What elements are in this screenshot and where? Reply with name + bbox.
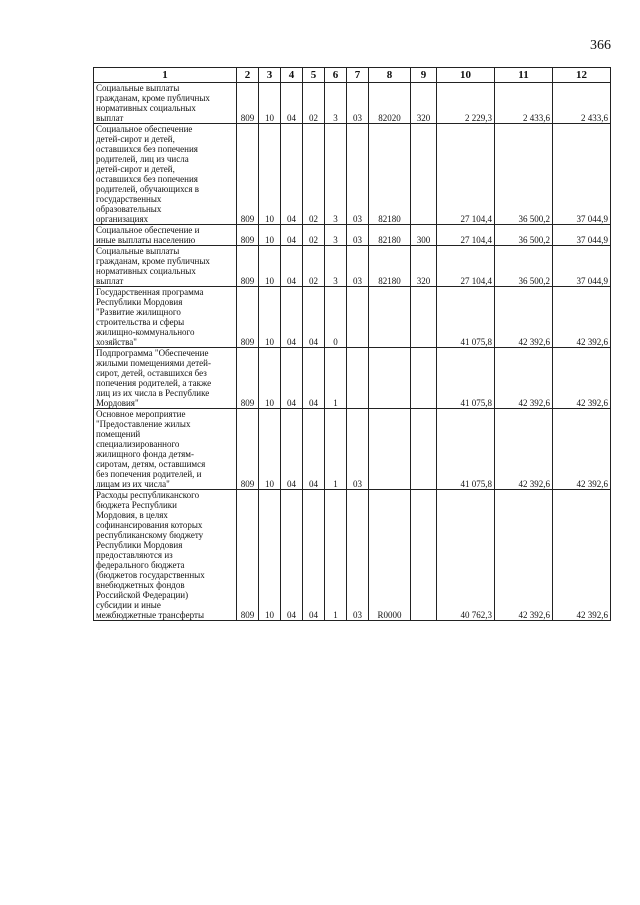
description-line: жилищного фонда детям- xyxy=(96,449,194,459)
description-line: без попечения родителей, и xyxy=(96,469,202,479)
cell-col-5: 04 xyxy=(303,348,325,409)
page-number: 366 xyxy=(590,38,611,53)
cell-col-2: 809 xyxy=(237,225,259,246)
cell-col-4: 04 xyxy=(281,348,303,409)
cell-col-11: 42 392,6 xyxy=(495,348,553,409)
cell-col-9 xyxy=(411,287,437,348)
cell-col-9: 320 xyxy=(411,246,437,287)
cell-col-12: 37 044,9 xyxy=(553,246,611,287)
description-line: Мордовия" xyxy=(96,398,139,408)
cell-col-9 xyxy=(411,124,437,225)
cell-col-7: 03 xyxy=(347,225,369,246)
description-line: Социальные выплаты xyxy=(96,246,180,256)
cell-col-6: 3 xyxy=(325,225,347,246)
cell-col-5: 04 xyxy=(303,287,325,348)
cell-col-6: 1 xyxy=(325,490,347,621)
cell-col-10: 41 075,8 xyxy=(437,348,495,409)
cell-col-7: 03 xyxy=(347,83,369,124)
table-row xyxy=(94,348,611,409)
cell-col-3: 10 xyxy=(259,246,281,287)
cell-col-11: 42 392,6 xyxy=(495,409,553,490)
cell-col-12: 42 392,6 xyxy=(553,490,611,621)
cell-col-8: R0000 xyxy=(369,490,411,621)
cell-col-9: 320 xyxy=(411,83,437,124)
cell-col-7: 03 xyxy=(347,124,369,225)
column-header: 7 xyxy=(347,68,369,83)
cell-col-4: 04 xyxy=(281,409,303,490)
description-line: Социальное обеспечение и xyxy=(96,225,200,235)
description-line: Социальное обеспечение xyxy=(96,124,193,134)
cell-col-3: 10 xyxy=(259,409,281,490)
cell-col-9 xyxy=(411,409,437,490)
description-line: помещений xyxy=(96,429,141,439)
cell-col-10: 27 104,4 xyxy=(437,246,495,287)
description-line: межбюджетные трансферты xyxy=(96,610,204,620)
cell-col-6: 1 xyxy=(325,409,347,490)
cell-col-2: 809 xyxy=(237,83,259,124)
budget-table xyxy=(93,67,611,621)
table-row xyxy=(94,409,611,490)
description-line: Подпрограмма "Обеспечение xyxy=(96,348,209,358)
cell-col-4: 04 xyxy=(281,124,303,225)
cell-col-4: 04 xyxy=(281,490,303,621)
cell-col-4: 04 xyxy=(281,83,303,124)
description-line: предоставляются из xyxy=(96,550,173,560)
description-line: Основное мероприятие xyxy=(96,409,186,419)
description-line: детей-сирот и детей, xyxy=(96,164,175,174)
cell-col-12: 42 392,6 xyxy=(553,287,611,348)
column-header: 3 xyxy=(259,68,281,83)
cell-col-3: 10 xyxy=(259,490,281,621)
description-line: жилыми помещениями детей- xyxy=(96,358,211,368)
cell-col-6: 1 xyxy=(325,348,347,409)
table-row xyxy=(94,490,611,621)
description-line: специализированного xyxy=(96,439,180,449)
cell-col-2: 809 xyxy=(237,348,259,409)
cell-col-11: 36 500,2 xyxy=(495,124,553,225)
description-line: организациях xyxy=(96,214,149,224)
cell-col-7 xyxy=(347,287,369,348)
cell-col-5: 02 xyxy=(303,83,325,124)
cell-col-5: 02 xyxy=(303,124,325,225)
cell-col-6: 3 xyxy=(325,83,347,124)
cell-col-11: 36 500,2 xyxy=(495,246,553,287)
column-header: 5 xyxy=(303,68,325,83)
cell-col-11: 42 392,6 xyxy=(495,490,553,621)
row-description xyxy=(94,409,237,490)
cell-col-12: 2 433,6 xyxy=(553,83,611,124)
cell-col-8: 82180 xyxy=(369,246,411,287)
description-line: "Развитие жилищного xyxy=(96,307,181,317)
cell-col-6: 0 xyxy=(325,287,347,348)
description-line: государственных xyxy=(96,194,162,204)
column-header: 8 xyxy=(369,68,411,83)
cell-col-4: 04 xyxy=(281,287,303,348)
cell-col-2: 809 xyxy=(237,287,259,348)
description-line: родителей, обучающихся в xyxy=(96,184,199,194)
description-line: гражданам, кроме публичных xyxy=(96,93,210,103)
column-header: 10 xyxy=(437,68,495,83)
cell-col-12: 42 392,6 xyxy=(553,409,611,490)
cell-col-3: 10 xyxy=(259,225,281,246)
column-header: 12 xyxy=(553,68,611,83)
column-header: 1 xyxy=(94,68,237,83)
row-description xyxy=(94,287,237,348)
cell-col-3: 10 xyxy=(259,83,281,124)
description-line: гражданам, кроме публичных xyxy=(96,256,210,266)
cell-col-3: 10 xyxy=(259,348,281,409)
row-description xyxy=(94,225,237,246)
cell-col-5: 04 xyxy=(303,490,325,621)
description-line: оставшихся без попечения xyxy=(96,144,198,154)
cell-col-9 xyxy=(411,348,437,409)
table-header-row xyxy=(94,68,611,83)
cell-col-8 xyxy=(369,348,411,409)
cell-col-10: 41 075,8 xyxy=(437,409,495,490)
description-line: строительства и сферы xyxy=(96,317,185,327)
cell-col-11: 42 392,6 xyxy=(495,287,553,348)
description-line: образовательных xyxy=(96,204,162,214)
cell-col-8: 82180 xyxy=(369,225,411,246)
description-line: оставшихся без попечения xyxy=(96,174,198,184)
description-line: республиканскому бюджету xyxy=(96,530,204,540)
row-description xyxy=(94,348,237,409)
description-line: Социальные выплаты xyxy=(96,83,180,93)
cell-col-12: 42 392,6 xyxy=(553,348,611,409)
cell-col-11: 2 433,6 xyxy=(495,83,553,124)
table-row xyxy=(94,246,611,287)
description-line: бюджета Республики xyxy=(96,500,177,510)
cell-col-3: 10 xyxy=(259,287,281,348)
cell-col-6: 3 xyxy=(325,246,347,287)
description-line: Расходы республиканского xyxy=(96,490,200,500)
description-line: Республики Мордовия xyxy=(96,540,183,550)
cell-col-10: 27 104,4 xyxy=(437,124,495,225)
description-line: внебюджетных фондов xyxy=(96,580,185,590)
description-line: нормативных социальных xyxy=(96,266,196,276)
cell-col-7: 03 xyxy=(347,409,369,490)
description-line: выплат xyxy=(96,276,124,286)
row-description xyxy=(94,124,237,225)
cell-col-2: 809 xyxy=(237,246,259,287)
description-line: субсидии и иные xyxy=(96,600,161,610)
cell-col-12: 37 044,9 xyxy=(553,124,611,225)
cell-col-4: 04 xyxy=(281,246,303,287)
description-line: хозяйства" xyxy=(96,337,137,347)
table-body xyxy=(94,83,611,621)
table-row xyxy=(94,225,611,246)
description-line: Мордовия, в целях xyxy=(96,510,168,520)
cell-col-8 xyxy=(369,409,411,490)
table-row xyxy=(94,124,611,225)
cell-col-7: 03 xyxy=(347,246,369,287)
cell-col-10: 41 075,8 xyxy=(437,287,495,348)
cell-col-11: 36 500,2 xyxy=(495,225,553,246)
description-line: лицам из их числа" xyxy=(96,479,170,489)
description-line: "Предоставление жилых xyxy=(96,419,191,429)
description-line: сиротам, детям, оставшимся xyxy=(96,459,206,469)
cell-col-10: 27 104,4 xyxy=(437,225,495,246)
cell-col-5: 02 xyxy=(303,246,325,287)
cell-col-8: 82020 xyxy=(369,83,411,124)
cell-col-3: 10 xyxy=(259,124,281,225)
description-line: (бюджетов государственных xyxy=(96,570,205,580)
cell-col-2: 809 xyxy=(237,490,259,621)
description-line: лиц из их числа в Республике xyxy=(96,388,210,398)
cell-col-12: 37 044,9 xyxy=(553,225,611,246)
cell-col-10: 40 762,3 xyxy=(437,490,495,621)
table-row xyxy=(94,83,611,124)
cell-col-9 xyxy=(411,490,437,621)
cell-col-7: 03 xyxy=(347,490,369,621)
column-header: 9 xyxy=(411,68,437,83)
row-description xyxy=(94,490,237,621)
cell-col-7 xyxy=(347,348,369,409)
description-line: иные выплаты населению xyxy=(96,235,196,245)
description-line: детей-сирот и детей, xyxy=(96,134,175,144)
description-line: Государственная программа xyxy=(96,287,204,297)
description-line: Российской Федерации) xyxy=(96,590,189,600)
cell-col-5: 04 xyxy=(303,409,325,490)
cell-col-6: 3 xyxy=(325,124,347,225)
cell-col-2: 809 xyxy=(237,124,259,225)
description-line: попечения родителей, а также xyxy=(96,378,212,388)
cell-col-8: 82180 xyxy=(369,124,411,225)
column-header: 6 xyxy=(325,68,347,83)
cell-col-2: 809 xyxy=(237,409,259,490)
table-row xyxy=(94,287,611,348)
cell-col-4: 04 xyxy=(281,225,303,246)
row-description xyxy=(94,83,237,124)
description-line: Республики Мордовия xyxy=(96,297,183,307)
description-line: федерального бюджета xyxy=(96,560,185,570)
cell-col-8 xyxy=(369,287,411,348)
column-header: 11 xyxy=(495,68,553,83)
description-line: выплат xyxy=(96,113,124,123)
row-description xyxy=(94,246,237,287)
cell-col-5: 02 xyxy=(303,225,325,246)
description-line: сирот, детей, оставшихся без xyxy=(96,368,207,378)
cell-col-9: 300 xyxy=(411,225,437,246)
description-line: софинансирования которых xyxy=(96,520,203,530)
description-line: жилищно-коммунального xyxy=(96,327,195,337)
description-line: нормативных социальных xyxy=(96,103,196,113)
column-header: 2 xyxy=(237,68,259,83)
description-line: родителей, лиц из числа xyxy=(96,154,189,164)
column-header: 4 xyxy=(281,68,303,83)
cell-col-10: 2 229,3 xyxy=(437,83,495,124)
